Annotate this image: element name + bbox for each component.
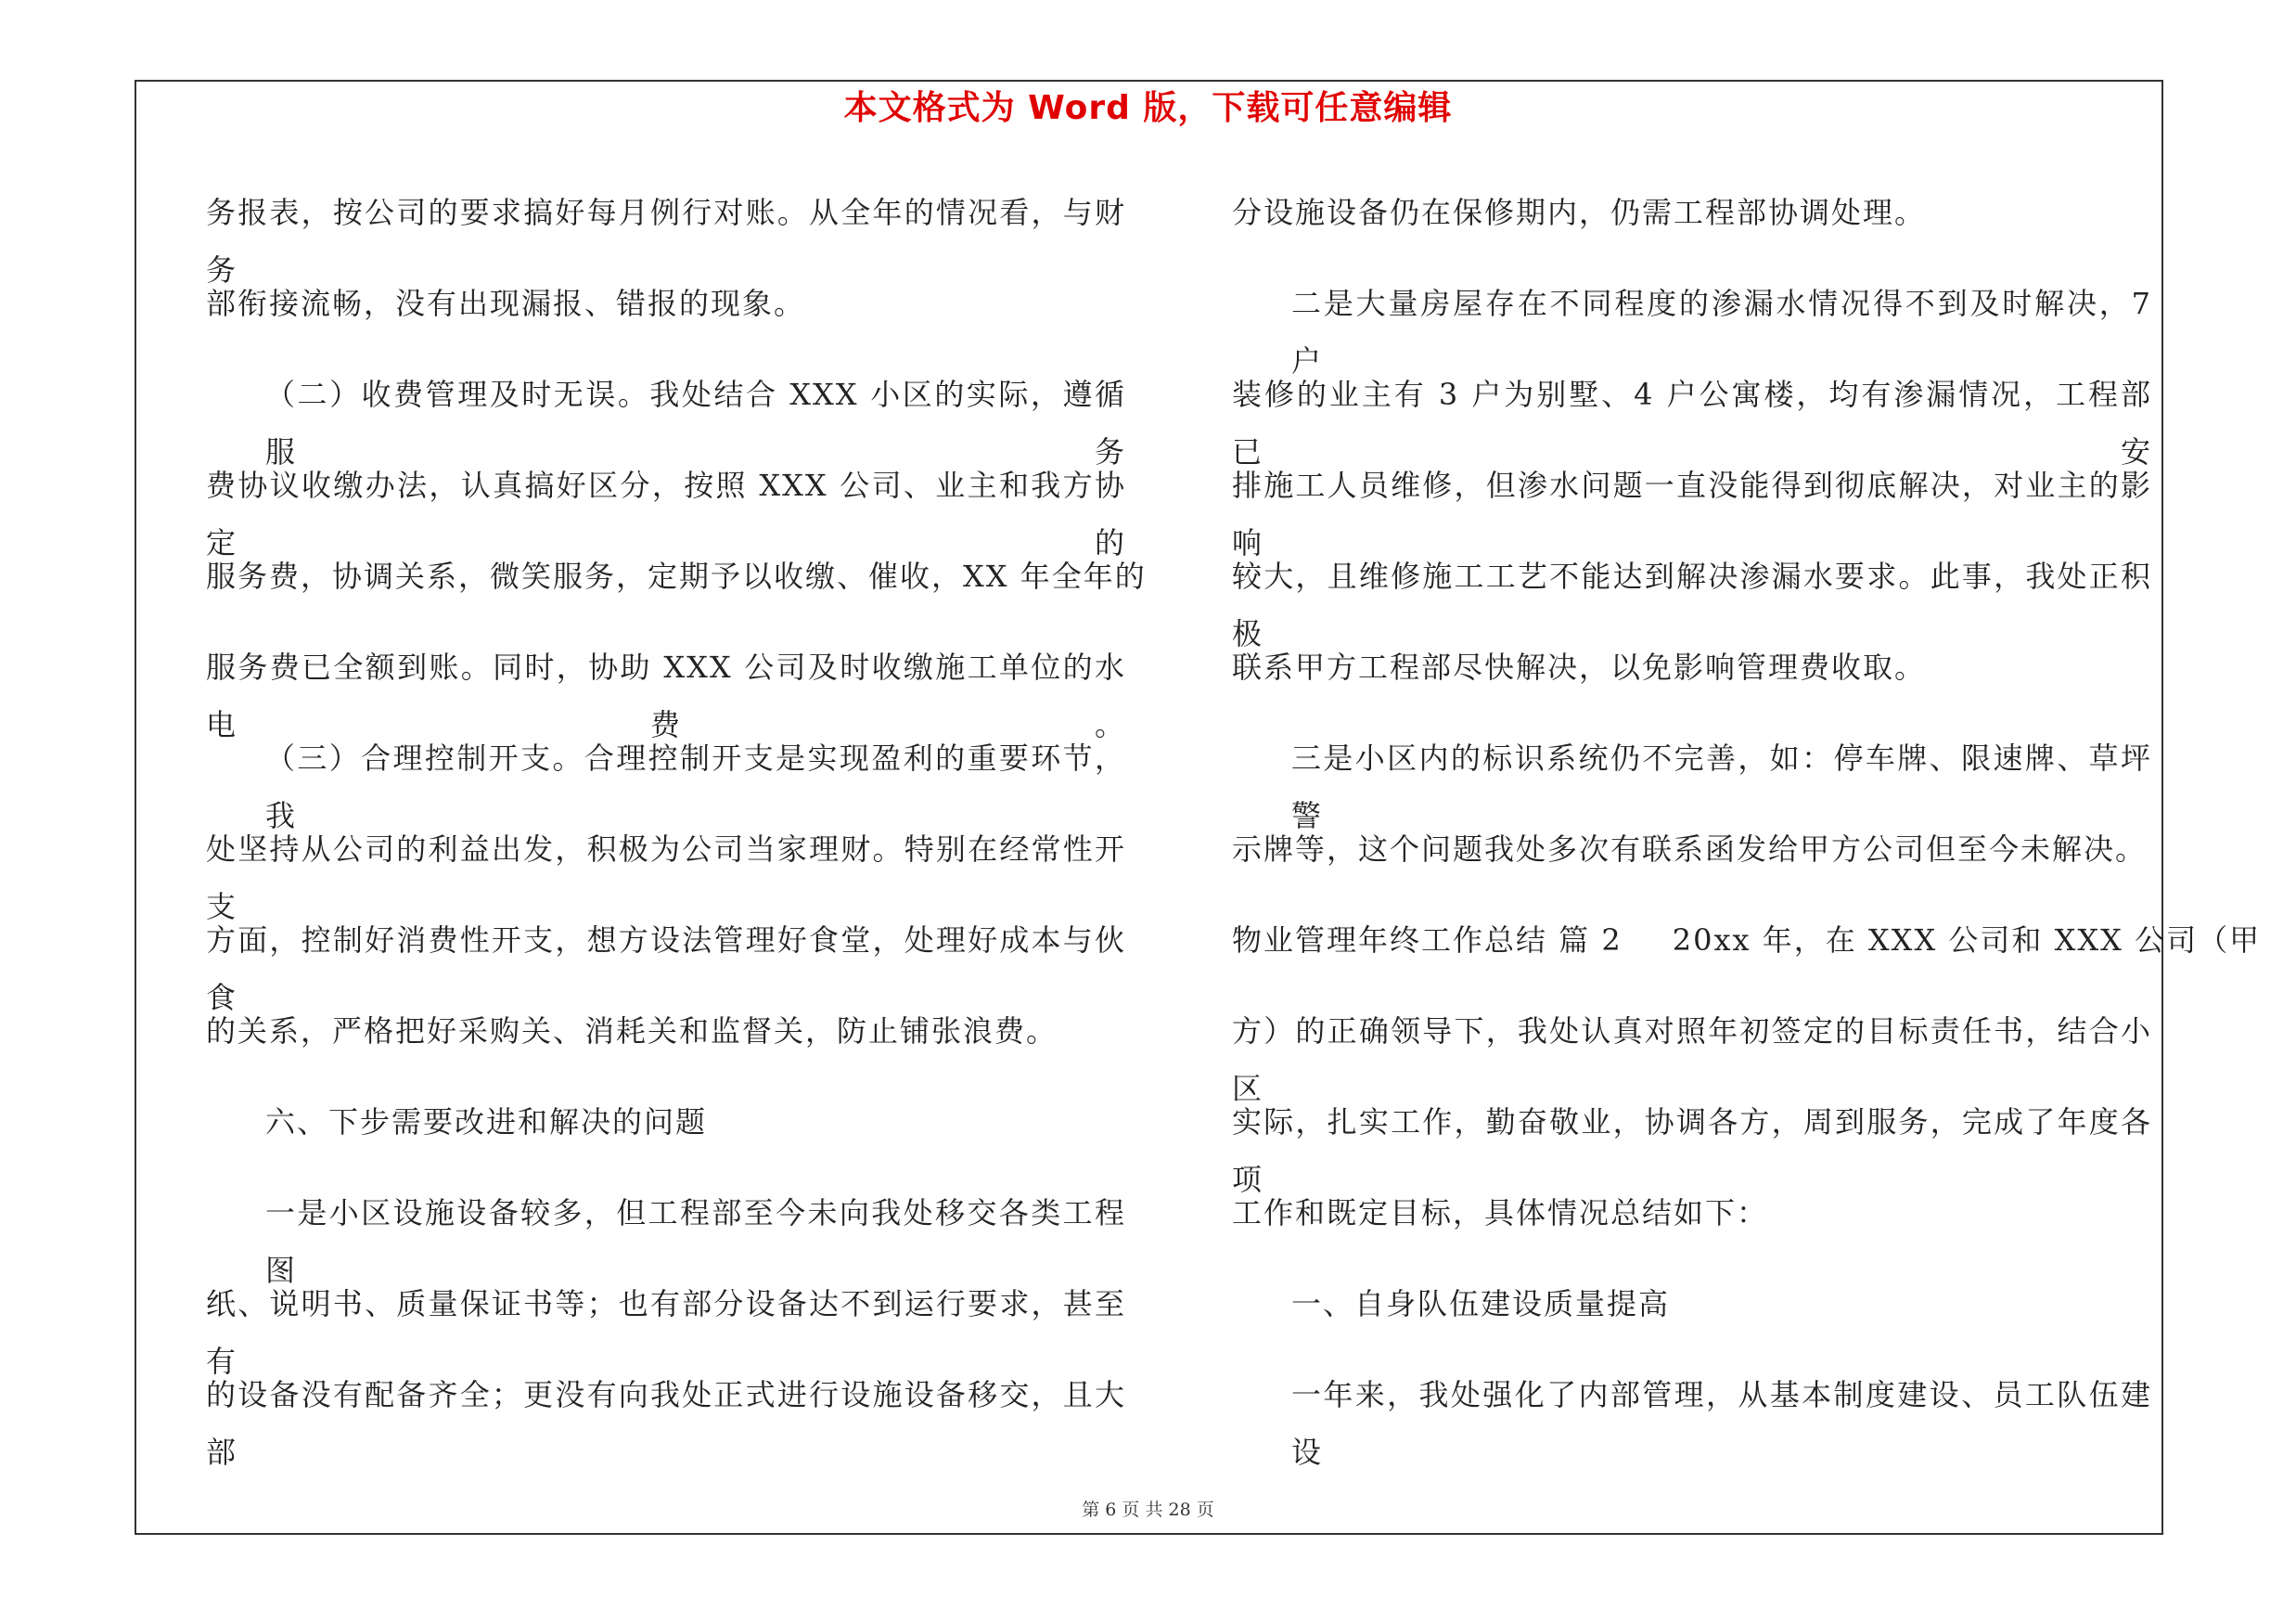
text-line: 务报表，按公司的要求搞好每月例行对账。从全年的情况看，与财务	[206, 195, 1126, 288]
text-line: 部衔接流畅，没有出现漏报、错报的现象。	[206, 286, 806, 321]
text-line: 服务费已全额到账。同时，协助 XXX 公司及时收缴施工单位的水电费。	[206, 650, 1126, 742]
text-line: 较大，且维修施工工艺不能达到解决渗漏水要求。此事，我处正积极	[1232, 559, 2152, 651]
text-line: 实际，扎实工作，勤奋敬业，协调各方，周到服务，完成了年度各项	[1232, 1104, 2152, 1197]
section-heading: 六、下步需要改进和解决的问题	[265, 1104, 708, 1140]
text-line: 分设施设备仍在保修期内，仍需工程部协调处理。	[1232, 195, 1927, 230]
right-column	[1232, 184, 2262, 1470]
text-line: 三是小区内的标识系统仍不完善，如：停车牌、限速牌、草坪警	[1291, 741, 2152, 833]
text-line: 处坚持从公司的利益出发，积极为公司当家理财。特别在经常性开支	[206, 831, 1126, 924]
text-line: 联系甲方工程部尽快解决，以免影响管理费收取。	[1232, 650, 1927, 685]
text-line: 的关系，严格把好采购关、消耗关和监督关，防止铺张浪费。	[206, 1013, 1058, 1049]
word-format-banner: 本文格式为 Word 版，下载可任意编辑	[843, 89, 1453, 127]
text-line: 方面，控制好消费性开支，想方设法管理好食堂，处理好成本与伙食	[206, 922, 1126, 1015]
text-line: 服务费，协调关系，微笑服务，定期予以收缴、催收，XX 年全年的	[206, 559, 1147, 594]
text-line: 纸、说明书、质量保证书等；也有部分设备达不到运行要求，甚至有	[206, 1286, 1126, 1379]
text-line: 20xx 年，在 XXX 公司和 XXX 公司（甲	[1672, 922, 2262, 958]
text-line: 二是大量房屋存在不同程度的渗漏水情况得不到及时解决，7 户	[1291, 286, 2152, 379]
article-title: 物业管理年终工作总结 篇 2	[1232, 922, 1623, 958]
text-line: （三）合理控制开支。合理控制开支是实现盈利的重要环节，我	[265, 741, 1126, 833]
text-line: 排施工人员维修，但渗水问题一直没能得到彻底解决，对业主的影响	[1232, 468, 2152, 560]
page-number: 第 6 页 共 28 页	[1082, 1500, 1214, 1520]
text-line: 一年来，我处强化了内部管理，从基本制度建设、员工队伍建设	[1291, 1377, 2152, 1470]
text-line: 一是小区设施设备较多，但工程部至今未向我处移交各类工程图	[265, 1195, 1126, 1288]
text-line: 费协议收缴办法，认真搞好区分，按照 XXX 公司、业主和我方协定的	[206, 468, 1126, 560]
text-line: 装修的业主有 3 户为别墅、4 户公寓楼，均有渗漏情况，工程部已安	[1232, 377, 2152, 470]
section-heading: 一、自身队伍建设质量提高	[1291, 1286, 1671, 1321]
left-column	[206, 184, 1147, 1470]
text-line: （二）收费管理及时无误。我处结合 XXX 小区的实际，遵循服务	[265, 377, 1126, 470]
text-line: 示牌等，这个问题我处多次有联系函发给甲方公司但至今未解决。	[1232, 831, 2148, 867]
text-line: 的设备没有配备齐全；更没有向我处正式进行设施设备移交，且大部	[206, 1377, 1126, 1470]
text-line: 方）的正确领导下，我处认真对照年初签定的目标责任书，结合小区	[1232, 1013, 2152, 1106]
text-line: 工作和既定目标，具体情况总结如下：	[1232, 1195, 1769, 1230]
article-heading-line	[1232, 911, 2262, 1002]
